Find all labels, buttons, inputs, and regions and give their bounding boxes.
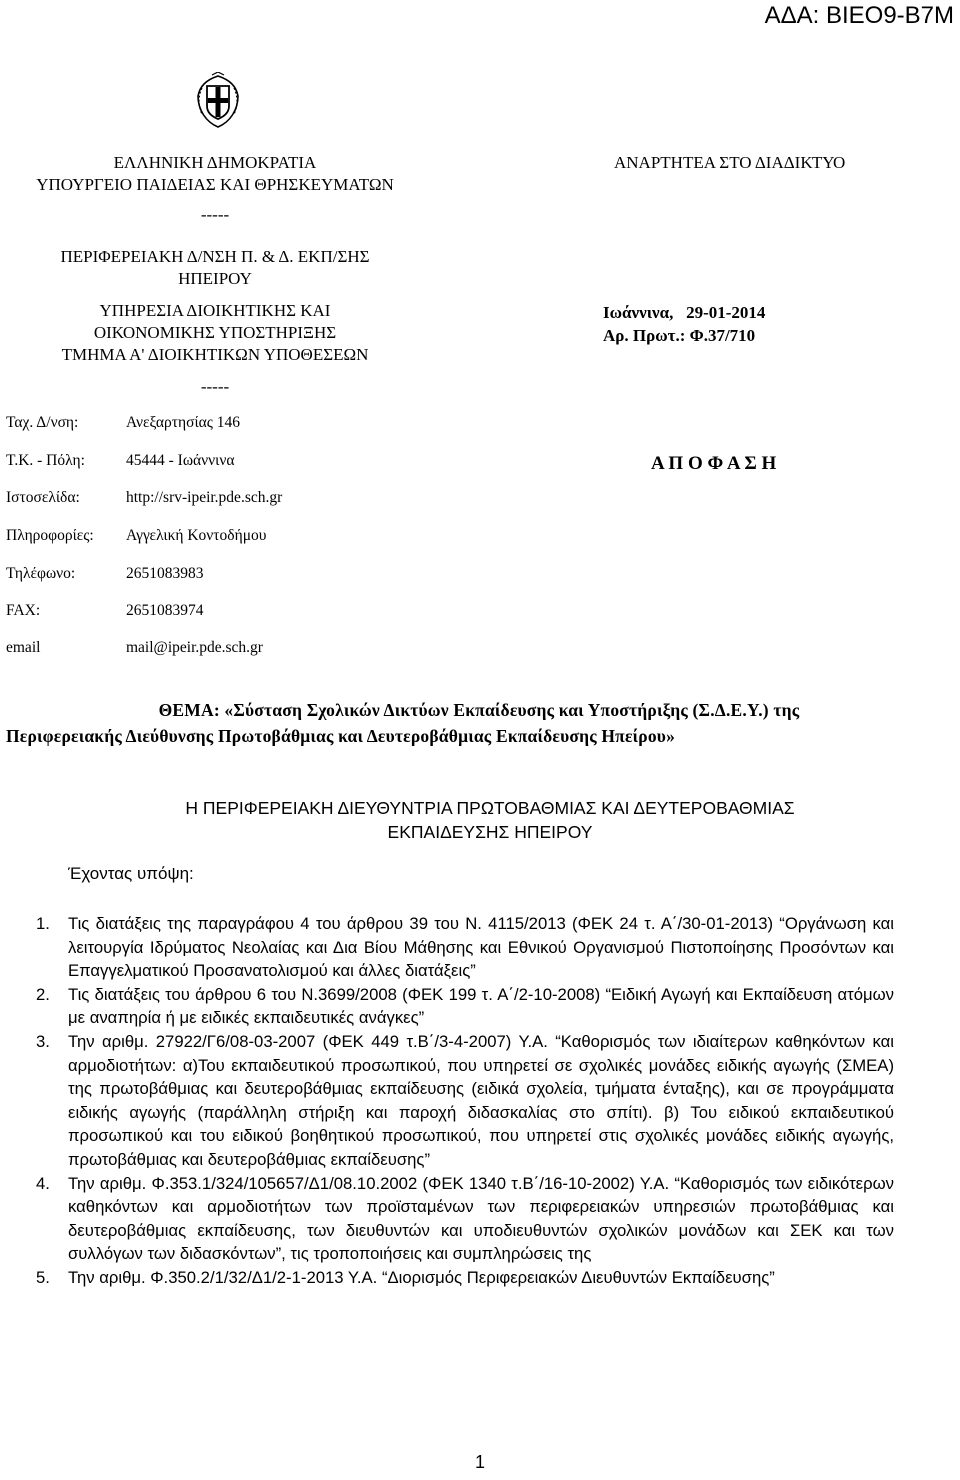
place-date: Ιωάννινα, 29-01-2014 — [603, 303, 766, 322]
subject-block — [6, 697, 910, 749]
list-item — [36, 912, 894, 983]
contact-label-website: Ιστοσελίδα: — [6, 489, 80, 506]
directorate-line-1: ΠΕΡΙΦΕΡΕΙΑΚΗ Δ/ΝΣΗ Π. & Δ. ΕΚΠ/ΣΗΣ — [60, 247, 370, 266]
contact-label-info: Πληροφορίες: — [6, 527, 94, 544]
list-item — [36, 1030, 894, 1172]
department-line: ΤΜΗΜΑ Α' ΔΙΟΙΚΗΤΙΚΩΝ ΥΠΟΘΕΣΕΩΝ — [61, 345, 369, 364]
contact-label-phone: Τηλέφωνο: — [6, 565, 76, 582]
contact-label-city: Τ.Κ. - Πόλη: — [6, 452, 85, 469]
protocol-number: Αρ. Πρωτ.: Φ.37/710 — [603, 326, 756, 345]
contact-value-email[interactable]: mail@ipeir.pde.sch.gr — [126, 639, 263, 656]
director-heading — [100, 796, 880, 844]
ministry-name: ΥΠΟΥΡΓΕΙΟ ΠΑΙΔΕΙΑΣ ΚΑΙ ΘΡΗΣΚΕΥΜΑΤΩΝ — [36, 175, 394, 194]
item-number: 1. — [36, 914, 50, 933]
ada-label: ΑΔΑ: ΒΙΕΟ9-Β7Μ — [764, 2, 954, 29]
separator-dashes: ----- — [200, 205, 230, 224]
publish-note: ΑΝΑΡΤΗΤΕΑ ΣΤΟ ΔΙΑΔΙΚΤΥΟ — [614, 153, 846, 172]
contact-value-city: 45444 - Ιωάννινα — [126, 452, 235, 469]
directorate-line-2: ΗΠΕΙΡΟΥ — [178, 269, 252, 288]
contact-value-info: Αγγελική Κοντοδήμου — [126, 527, 267, 544]
director-line-2: ΕΚΠΑΙΔΕΥΣΗΣ ΗΠΕΙΡΟΥ — [387, 822, 593, 842]
greek-coat-of-arms-icon — [192, 72, 244, 130]
decision-title: Α Π Ο Φ Α Σ Η — [651, 453, 777, 474]
country-name: ΕΛΛΗΝΙΚΗ ΔΗΜΟΚΡΑΤΙΑ — [113, 153, 317, 172]
director-line-1: Η ΠΕΡΙΦΕΡΕΙΑΚΗ ΔΙΕΥΘΥΝΤΡΙΑ ΠΡΩΤΟΒΑΘΜΙΑΣ ΚΑΙ ΔΕΥΤΕΡΟΒΑΘΜΙΑΣ — [185, 798, 795, 818]
considering-label: Έχοντας υπόψη: — [68, 864, 194, 883]
item-number: 3. — [36, 1031, 50, 1051]
service-line-1: ΥΠΗΡΕΣΙΑ ΔΙΟΙΚΗΤΙΚΗΣ ΚΑΙ — [99, 301, 331, 320]
item-number: 2. — [36, 984, 50, 1004]
references-list — [36, 912, 894, 1290]
contact-value-website[interactable]: http://srv-ipeir.pde.sch.gr — [126, 489, 283, 506]
subject-line-1: ΘΕΜΑ: «Σύσταση Σχολικών Δικτύων Εκπαίδευσης και Υποστήριξης (Σ.Δ.Ε.Υ.) της — [158, 700, 800, 720]
item-text: Τις διατάξεις της παραγράφου 4 του άρθρου 39 του Ν. 4115/2013 (ΦΕΚ 24 τ. Α΄/30-01-2013) “Οργάνωση και λειτουργία Ιδρύματος Νεολαίας και Δια Βίου Μάθησης και Εθνικού Οργανισμού Πιστοποίησης Προσόντων και Επαγγελματικού Προσανατολισμού και άλλες διατάξεις” — [68, 914, 894, 981]
contact-label-address: Ταχ. Δ/νση: — [6, 414, 79, 431]
list-item — [36, 1266, 894, 1290]
list-item — [36, 1172, 894, 1266]
item-number: 5. — [36, 1267, 50, 1287]
contact-label-fax: FAX: — [6, 602, 41, 619]
item-text: Την αριθμ. Φ.350.2/1/32/Δ1/2-1-2013 Υ.Α. “Διορισμός Περιφερειακών Διευθυντών Εκπαίδευσης” — [68, 1267, 775, 1287]
list-item — [36, 983, 894, 1030]
separator-dashes-2: ----- — [200, 377, 230, 396]
item-text: Την αριθμ. Φ.353.1/324/105657/Δ1/08.10.2002 (ΦΕΚ 1340 τ.Β΄/16-10-2002) Υ.Α. “Καθορισμός των ειδικότερων καθηκόντων και αρμοδιοτήτων των προϊσταμένων των περιφερειακών υπηρεσιών πρωτοβάθμιας και δευτεροβάθμιας εκπαίδευσης, των διευθυντών και υποδιευθυντών σχολικών μονάδων και ΣΕΚ και των συλλόγων των διδασκόντων”, τις τροποποιήσεις και συμπληρώσεις της — [68, 1173, 894, 1264]
contact-label-email: email — [6, 639, 41, 656]
contact-value-phone: 2651083983 — [126, 565, 204, 582]
service-line-2: ΟΙΚΟΝΟΜΙΚΗΣ ΥΠΟΣΤΗΡΙΞΗΣ — [93, 323, 337, 342]
item-number: 4. — [36, 1173, 50, 1193]
contact-value-address: Ανεξαρτησίας 146 — [126, 414, 240, 431]
subject-line-2: Περιφερειακής Διεύθυνσης Πρωτοβάθμιας και Δευτεροβάθμιας Εκπαίδευσης Ηπείρου» — [6, 726, 676, 746]
page-number: 1 — [474, 1452, 485, 1472]
item-text: Την αριθμ. 27922/Γ6/08-03-2007 (ΦΕΚ 449 τ.Β΄/3-4-2007) Υ.Α. “Καθορισμός των ιδιαίτερων καθηκόντων και αρμοδιοτήτων: α)Του εκπαιδευτικού προσωπικού, που υπηρετεί σε σχολικές μονάδες ειδικής αγωγής (ΣΜΕΑ) της πρωτοβάθμιας και δευτεροβάθμιας εκπαίδευσης (ειδικά σχολεία, τμήματα ένταξης), και σε προγράμματα ειδικής αγωγής (παράλληλη στήριξη και παροχή διδασκαλίας στο σπίτι). β) Του ειδικού εκπαιδευτικού προσωπικού και του ειδικού βοηθητικού προσωπικού, που υπηρετεί στις σχολικές μονάδες ειδικής αγωγής, πρωτοβάθμιας και δευτεροβάθμιας εκπαίδευσης” — [68, 1031, 894, 1169]
item-text: Τις διατάξεις του άρθρου 6 του Ν.3699/2008 (ΦΕΚ 199 τ. Α΄/2-10-2008) “Ειδική Αγωγή και Εκπαίδευση ατόμων με αναπηρία ή με ειδικές εκπαιδευτικές ανάγκες” — [68, 984, 894, 1028]
contact-value-fax: 2651083974 — [126, 602, 204, 619]
